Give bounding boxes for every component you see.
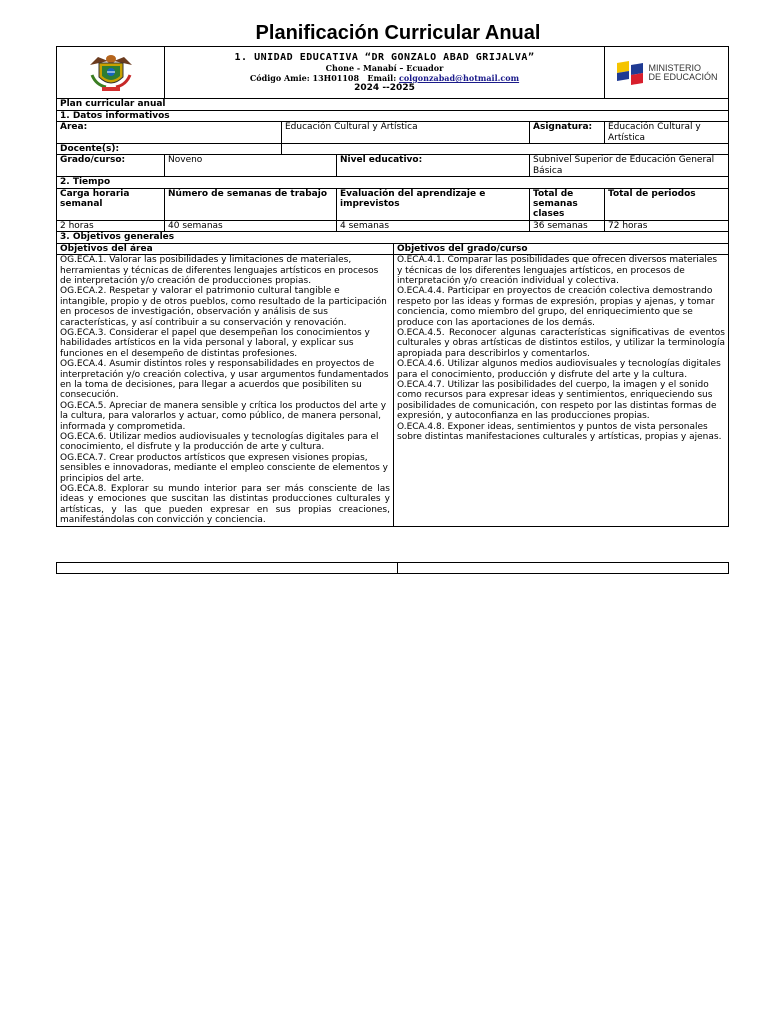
objetivo-area-item: OG.ECA.1. Valorar las posibilidades y limitaciones de materiales, herramientas y técnicas de diferentes lenguajes artísticos en procesos de interpretación y/o creación de producciones propias. [60,255,379,286]
area-label: Área: [57,122,282,144]
page-title: Planificación Curricular Anual [255,22,541,44]
planificacion-table [56,46,729,527]
email-link[interactable]: colgonzabad@hotmail.com [398,72,520,83]
ministerio-logo-cell [605,47,729,99]
ministerio-line2: DE EDUCACIÓN [648,71,718,82]
objetivo-grado-item: O.ECA.4.8. Exponer ideas, sentimientos y puntos de vista personales sobre distintas manifestaciones culturales y artísticas, propias y ajenas. [397,421,722,442]
objetivos-section-title: 3. Objetivos generales [57,232,729,243]
docente-label: Docente(s): [57,144,282,155]
objetivos-grado-cell [394,255,729,527]
objetivo-area-item: OG.ECA.8. Explorar su mundo interior para ser más consciente de las ideas y emociones que suscitan las distintas producciones culturales y artísticas, y las que pueden expresar en sus propias creaciones, manifestándolas con convicción y conciencia. [60,484,390,526]
tiempo-header-carga: Carga horaria semanal [57,188,165,220]
plan-label: Plan curricular anual [57,99,729,110]
institution-info-cell [165,47,605,99]
grado-row [57,155,729,177]
header-row [57,47,729,99]
plan-row [57,99,729,110]
objetivos-header-row [57,243,729,254]
objetivos-grado-header: Objetivos del grado/curso [394,243,729,254]
grado-value: Noveno [165,155,337,177]
tiempo-value-total-semanas: 36 semanas [530,220,605,231]
school-crest-icon [82,47,140,95]
tiempo-header-evaluacion: Evaluación del aprendizaje e imprevistos [337,188,530,220]
tiempo-value-carga: 2 horas [57,220,165,231]
objetivos-section-row [57,232,729,243]
tiempo-value-semanas: 40 semanas [165,220,337,231]
tiempo-header-semanas: Número de semanas de trabajo [165,188,337,220]
nivel-label: Nivel educativo: [337,155,530,177]
docente-row [57,144,729,155]
nivel-value: Subnivel Superior de Educación General Básica [530,155,729,177]
objetivo-grado-item: O.ECA.4.4. Participar en proyectos de creación colectiva demostrando respeto por las ideas y formas de expresión, propias y ajenas, y tomar conciencia, como miembro del grupo, del enriquecimiento que se produce con las aportaciones de los demás. [397,286,715,328]
objetivo-grado-item: O.ECA.4.5. Reconocer algunas características significativas de eventos culturales y obras artísticas de distintos estilos, y utilizar la terminología apropiada para describirlos y comentarlos. [397,327,725,359]
empty-row [57,563,729,574]
empty-bottom-table [56,562,729,574]
location-text: Chone - Manabí – Ecuador [325,62,444,73]
asignatura-value: Educación Cultural y Artística [605,122,729,144]
tiempo-section-title: 2. Tiempo [57,177,729,188]
grado-label: Grado/curso: [57,155,165,177]
objetivo-area-item: OG.ECA.3. Considerar el papel que desempeñan los conocimientos y habilidades artísticos en la vida personal y laboral, y explicar sus funciones en el desempeño de distintas profesiones. [60,327,370,359]
contact-line [168,73,601,83]
objetivo-grado-item: O.ECA.4.6. Utilizar algunos medios audiovisuales y tecnologías digitales para el conocimiento, producción y disfrute del arte y la cultura. [397,359,721,380]
school-logo-cell [57,47,165,99]
area-row [57,122,729,144]
ministerio-logo [605,59,728,87]
ministerio-line1: MINISTERIO [648,62,701,73]
objetivo-area-item: OG.ECA.4. Asumir distintos roles y responsabilidades en proyectos de interpretación y/o creación colectiva, y usar argumentos fundamentados en la toma de decisiones, para llegar a acuerdos que posibiliten su consecución. [60,359,389,401]
objetivo-area-item: OG.ECA.5. Apreciar de manera sensible y crítica los productos del arte y la cultura, para valorarlos y actuar, como público, de manera personal, informada y comprometida. [60,400,387,432]
institution-name: 1. UNIDAD EDUCATIVA “DR GONZALO ABAD GRIJALVA” [234,51,535,63]
tiempo-value-total-periodos: 72 horas [605,220,729,231]
objetivo-area-item: OG.ECA.2. Respetar y valorar el patrimonio cultural tangible e intangible, propio y de otros pueblos, como resultado de la participación en procesos de investigación, observación y análisis de sus características, y así contribuir a su conservación y renovación. [60,286,387,328]
objetivo-area-item: OG.ECA.6. Utilizar medios audiovisuales y tecnologías digitales para el conocimiento, el disfrute y la producción de arte y cultura. [60,432,379,453]
objetivos-content-row [57,255,729,527]
asignatura-label: Asignatura: [530,122,605,144]
tiempo-value-row [57,220,729,231]
datos-section-row [57,110,729,121]
empty-cell-left [57,563,398,574]
tiempo-value-evaluacion: 4 semanas [337,220,530,231]
objetivos-area-header: Objetivos del área [57,243,394,254]
ministerio-flag-icon [615,59,645,87]
tiempo-header-total-periodos: Total de periodos [605,188,729,220]
email-label: Email: [367,72,397,83]
school-year: 2024 --2025 [354,82,415,93]
codigo-amie: Código Amie: 13H01108 [249,72,360,83]
tiempo-section-row [57,177,729,188]
docente-value [282,144,729,155]
area-value: Educación Cultural y Artística [282,122,530,144]
empty-cell-right [398,563,729,574]
datos-section-title: 1. Datos informativos [57,110,729,121]
tiempo-header-total-semanas: Total de semanas clases [530,188,605,220]
tiempo-header-row [57,188,729,220]
objetivo-area-item: OG.ECA.7. Crear productos artísticos que expresen visiones propias, sensibles e innovadoras, mediante el empleo consciente de elementos y principios del arte. [60,452,388,484]
objetivos-area-cell [57,255,394,527]
objetivo-grado-item: O.ECA.4.1. Comparar las posibilidades que ofrecen diversos materiales y técnicas de los diferentes lenguajes artísticos, en procesos de interpretación y/o creación individual y colectiva. [397,255,718,286]
objetivo-grado-item: O.ECA.4.7. Utilizar las posibilidades del cuerpo, la imagen y el sonido como recursos para expresar ideas y sentimientos, enriqueciendo sus posibilidades de comunicación, con respeto por las distintas formas de expresión, y autoconfianza en las producciones propias. [397,379,717,422]
